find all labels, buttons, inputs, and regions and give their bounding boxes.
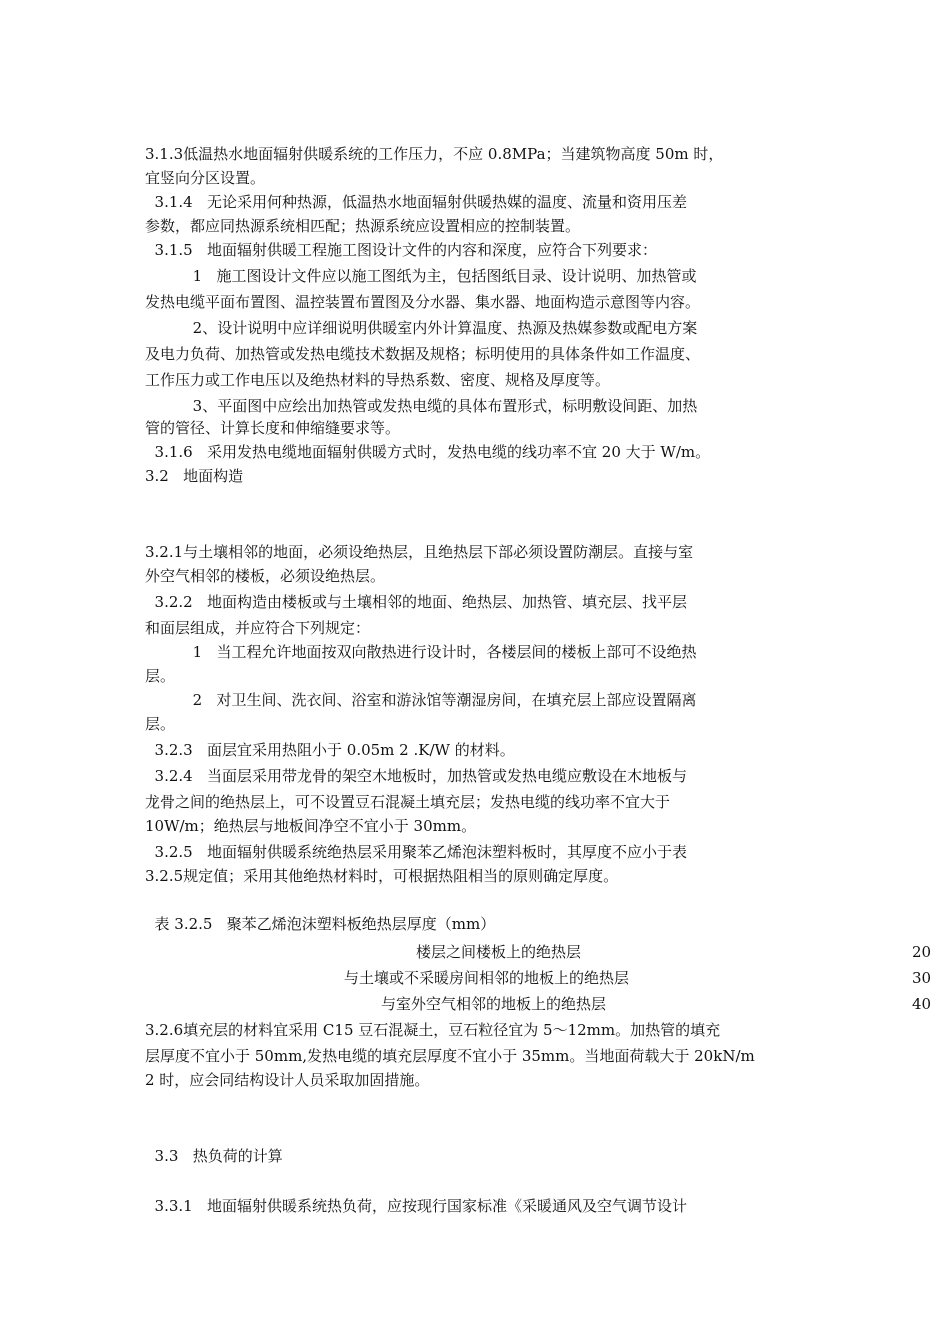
text-line: 3.2.5规定值；采用其他绝热材料时，可根据热阻相当的原则确定厚度。 [145, 867, 619, 885]
text-line: 3.1.6 采用发热电缆地面辐射供暖方式时，发热电缆的线功率不宜 20 大于 W/m。 [145, 443, 711, 461]
table-cell-label: 楼层之间楼板上的绝热层 [416, 943, 582, 961]
text-line: 和面层组成，并应符合下列规定： [145, 619, 371, 637]
text-line: 管的管径、计算长度和伸缩缝要求等。 [145, 419, 401, 437]
text-line: 2、设计说明中应详细说明供暖室内外计算温度、热源及热媒参数或配电方案 [145, 319, 698, 337]
text-line: 3.2.5 地面辐射供暖系统绝热层采用聚苯乙烯泡沫塑料板时，其厚度不应小于表 [145, 843, 688, 861]
text-line: 层厚度不宜小于 50mm,发热电缆的填充层厚度不宜小于 35mm。当地面荷载大于 20kN/m [145, 1047, 755, 1065]
text-line: 发热电缆平面布置图、温控装置布置图及分水器、集水器、地面构造示意图等内容。 [145, 293, 701, 311]
text-line: 及电力负荷、加热管或发热电缆技术数据及规格；标明使用的具体条件如工作温度、 [145, 345, 701, 363]
text-line: 3.2.3 面层宜采用热阻小于 0.05m 2 .K/W 的材料。 [145, 741, 515, 759]
table-cell-value: 30 [912, 969, 932, 987]
text-line: 3.2.6填充层的材料宜采用 C15 豆石混凝土，豆石粒径宜为 5～12mm。加热管的填充 [145, 1021, 721, 1039]
table-caption: 表 3.2.5 聚苯乙烯泡沫塑料板绝热层厚度（mm） [145, 915, 496, 933]
section-heading: 3.2 地面构造 [145, 467, 244, 485]
text-line: 3.1.3低温热水地面辐射供暖系统的工作压力，不应 0.8MPa；当建筑物高度 50m 时， [145, 145, 724, 163]
text-line: 3.2.1与土壤相邻的地面，必须设绝热层，且绝热层下部必须设置防潮层。直接与室 [145, 543, 694, 561]
text-line: 3、平面图中应绘出加热管或发热电缆的具体布置形式，标明敷设间距、加热 [145, 397, 698, 415]
text-line: 3.2.2 地面构造由楼板或与土壤相邻的地面、绝热层、加热管、填充层、找平层 [145, 593, 688, 611]
text-line: 宜竖向分区设置。 [145, 169, 266, 187]
section-heading: 3.3 热负荷的计算 [145, 1147, 283, 1165]
text-line: 层。 [145, 715, 176, 733]
text-line: 3.2.4 当面层采用带龙骨的架空木地板时，加热管或发热电缆应敷设在木地板与 [145, 767, 688, 785]
text-line: 3.1.4 无论采用何种热源，低温热水地面辐射供暖热媒的温度、流量和资用压差 [145, 193, 688, 211]
text-line: 3.1.5 地面辐射供暖工程施工图设计文件的内容和深度，应符合下列要求： [145, 241, 658, 259]
text-line: 参数，都应同热源系统相匹配；热源系统应设置相应的控制装置。 [145, 217, 581, 235]
text-line: 龙骨之间的绝热层上，可不设置豆石混凝土填充层；发热电缆的线功率不宜大于 [145, 793, 671, 811]
text-line: 2 时，应会同结构设计人员采取加固措施。 [145, 1071, 430, 1089]
table-cell-label: 与土壤或不采暖房间相邻的地板上的绝热层 [344, 969, 630, 987]
text-line: 3.3.1 地面辐射供暖系统热负荷，应按现行国家标准《采暖通风及空气调节设计 [145, 1197, 688, 1215]
text-line: 2 对卫生间、洗衣间、浴室和游泳馆等潮湿房间，在填充层上部应设置隔离 [145, 691, 697, 709]
text-line: 工作压力或工作电压以及绝热材料的导热系数、密度、规格及厚度等。 [145, 371, 611, 389]
text-line: 层。 [145, 667, 176, 685]
text-line: 10W/m；绝热层与地板间净空不宜小于 30mm。 [145, 817, 477, 835]
table-cell-label: 与室外空气相邻的地板上的绝热层 [381, 995, 607, 1013]
text-line: 1 施工图设计文件应以施工图纸为主，包括图纸目录、设计说明、加热管或 [145, 267, 697, 285]
table-cell-value: 40 [912, 995, 932, 1013]
text-line: 外空气相邻的楼板，必须设绝热层。 [145, 567, 386, 585]
text-line: 1 当工程允许地面按双向散热进行设计时，各楼层间的楼板上部可不设绝热 [145, 643, 697, 661]
table-cell-value: 20 [912, 943, 932, 961]
